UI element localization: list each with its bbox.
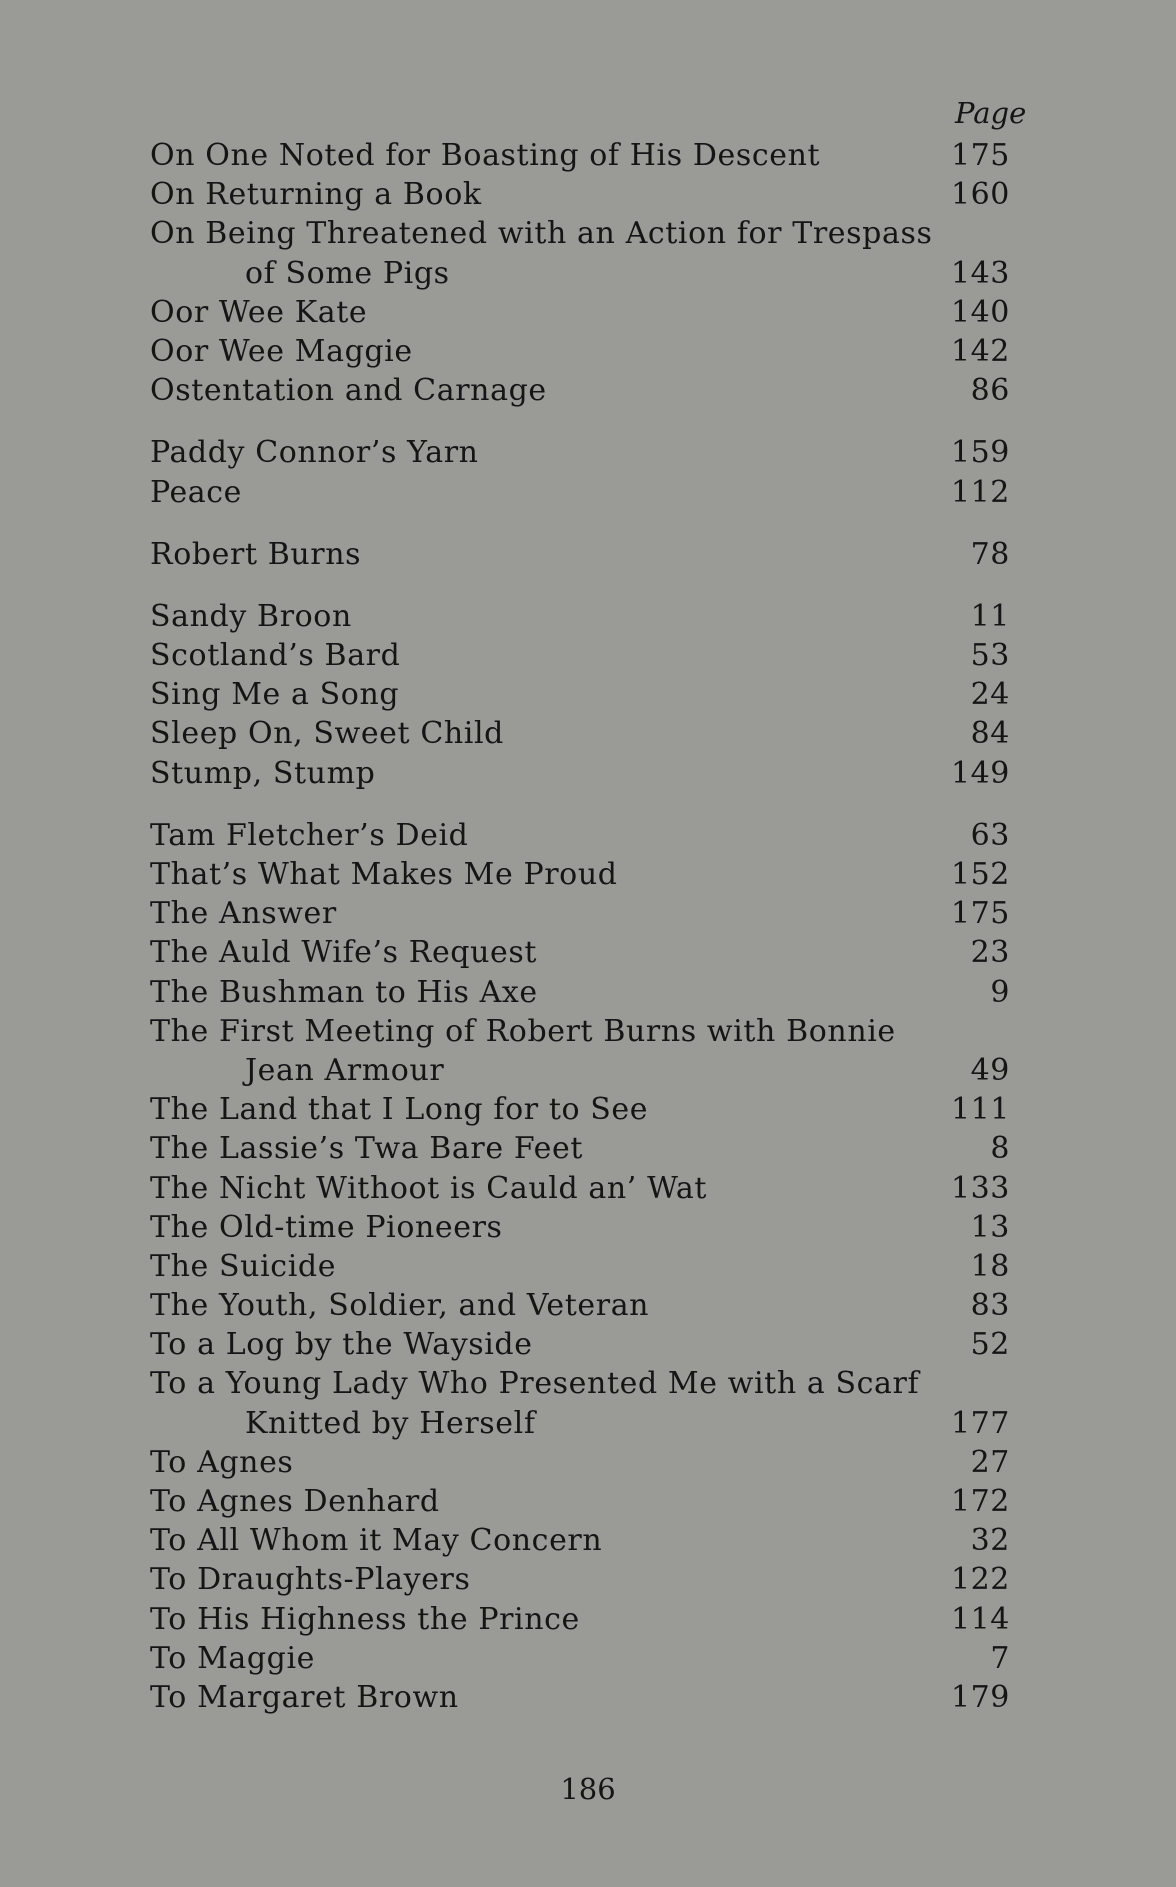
toc-entry-title: Jean Armour bbox=[245, 1052, 445, 1088]
toc-entry-title: Sandy Broon bbox=[150, 598, 352, 634]
toc-entry bbox=[150, 1445, 1010, 1484]
toc-entry-title: Robert Burns bbox=[150, 536, 362, 572]
toc-entry bbox=[150, 138, 1010, 177]
toc-entry bbox=[150, 1131, 1010, 1170]
toc-entry-title: Oor Wee Kate bbox=[150, 294, 368, 330]
toc-entry-page: 133 bbox=[950, 1170, 1010, 1206]
toc-entry-title: Sing Me a Song bbox=[150, 677, 400, 713]
toc-entry-page: 149 bbox=[950, 755, 1010, 791]
toc-entry bbox=[150, 1523, 1010, 1562]
toc-entry-title: On Returning a Book bbox=[150, 177, 482, 213]
toc-entry-title: Paddy Connor’s Yarn bbox=[150, 435, 479, 471]
toc-entry-title: Ostentation and Carnage bbox=[150, 373, 547, 409]
toc-entry-page: 52 bbox=[970, 1327, 1010, 1363]
toc-entry-title: The Auld Wife’s Request bbox=[150, 935, 538, 971]
toc-entry-title: The Youth, Soldier, and Veteran bbox=[150, 1288, 650, 1324]
toc-entry bbox=[150, 1406, 1010, 1445]
section-gap bbox=[150, 412, 1010, 435]
toc-entry bbox=[150, 935, 1010, 974]
toc-entry-title: The Suicide bbox=[150, 1248, 337, 1284]
toc-entry-page: 24 bbox=[970, 677, 1010, 713]
toc-entry-page: 142 bbox=[950, 333, 1010, 369]
toc-entry bbox=[150, 1562, 1010, 1601]
toc-entry bbox=[150, 716, 1010, 755]
toc-entry bbox=[150, 334, 1010, 373]
toc-entry bbox=[150, 1288, 1010, 1327]
toc-entry-page: 172 bbox=[950, 1484, 1010, 1519]
toc-entry-title: The First Meeting of Robert Burns with Bonnie bbox=[150, 1013, 896, 1049]
toc-entry-title: On One Noted for Boasting of His Descent bbox=[150, 138, 821, 173]
toc-entry-page: 49 bbox=[970, 1052, 1010, 1088]
toc-entry bbox=[150, 1210, 1010, 1249]
toc-entry-title: Peace bbox=[150, 474, 243, 510]
toc-entry-page: 122 bbox=[950, 1562, 1010, 1598]
toc-entry-page: 111 bbox=[950, 1092, 1010, 1128]
toc-entry bbox=[150, 1171, 1010, 1210]
toc-entry-page: 8 bbox=[990, 1131, 1010, 1167]
toc-entry-page: 177 bbox=[950, 1405, 1010, 1441]
toc-entry bbox=[150, 216, 1010, 255]
toc-entry bbox=[150, 896, 1010, 935]
section-gap bbox=[150, 514, 1010, 537]
toc-entry-title: Stump, Stump bbox=[150, 755, 376, 791]
toc-entry-page: 175 bbox=[950, 138, 1010, 173]
toc-entry-page: 159 bbox=[950, 435, 1010, 471]
toc-entry-title: Knitted by Herself bbox=[245, 1405, 536, 1441]
toc-entry-page: 140 bbox=[950, 294, 1010, 330]
toc-entry-page: 23 bbox=[970, 935, 1010, 971]
toc-entry-page: 53 bbox=[970, 638, 1010, 674]
toc-entry-page: 13 bbox=[970, 1209, 1010, 1245]
toc-entry-title: The Old-time Pioneers bbox=[150, 1209, 503, 1245]
toc-entry-page: 27 bbox=[970, 1444, 1010, 1480]
toc-entry bbox=[150, 295, 1010, 334]
toc-entry bbox=[150, 1014, 1010, 1053]
toc-entry-page: 112 bbox=[950, 474, 1010, 510]
toc-entry bbox=[150, 599, 1010, 638]
toc-entry-page: 114 bbox=[950, 1601, 1010, 1637]
toc-entry-title: The Bushman to His Axe bbox=[150, 974, 538, 1010]
toc-entry-title: The Nicht Withoot is Cauld an’ Wat bbox=[150, 1170, 708, 1206]
page-number: 186 bbox=[560, 1772, 616, 1806]
section-gap bbox=[150, 795, 1010, 818]
toc-entry bbox=[150, 373, 1010, 412]
toc-entry bbox=[150, 435, 1010, 474]
toc-entry-page: 143 bbox=[950, 255, 1010, 291]
toc-entry bbox=[150, 256, 1010, 295]
toc-entry-title: The Lassie’s Twa Bare Feet bbox=[150, 1131, 583, 1167]
section-gap bbox=[150, 576, 1010, 599]
toc-entry-title: Scotland’s Bard bbox=[150, 638, 401, 674]
toc-entry-title: On Being Threatened with an Action for Trespass bbox=[150, 216, 933, 252]
toc-entry bbox=[150, 475, 1010, 514]
toc-entry-page: 18 bbox=[970, 1248, 1010, 1284]
toc-entry bbox=[150, 1053, 1010, 1092]
toc-entry-title: To Agnes bbox=[150, 1444, 294, 1480]
toc-entry-title: Sleep On, Sweet Child bbox=[150, 716, 504, 752]
toc-entry-title: Tam Fletcher’s Deid bbox=[150, 817, 469, 853]
toc-entry bbox=[150, 638, 1010, 677]
toc-entry bbox=[150, 1680, 1010, 1719]
toc-entry-title: The Land that I Long for to See bbox=[150, 1092, 649, 1128]
toc-entry-page: 9 bbox=[990, 974, 1010, 1010]
toc-entry-title: To Agnes Denhard bbox=[150, 1484, 440, 1519]
toc-entry-title: To a Log by the Wayside bbox=[150, 1327, 533, 1363]
toc-entry-page: 152 bbox=[950, 857, 1010, 892]
toc-entry-title: The Answer bbox=[150, 896, 337, 932]
toc-entry bbox=[150, 857, 1010, 896]
toc-entry bbox=[150, 1092, 1010, 1131]
toc-entry bbox=[150, 1484, 1010, 1523]
toc-entry bbox=[150, 537, 1010, 576]
toc-entry bbox=[150, 975, 1010, 1014]
toc-entry-page: 7 bbox=[990, 1640, 1010, 1676]
toc-entry-title: To All Whom it May Concern bbox=[150, 1523, 603, 1559]
toc-entry-title: To Maggie bbox=[150, 1640, 316, 1676]
toc-entry-title: Oor Wee Maggie bbox=[150, 333, 413, 369]
page-column-header: Page bbox=[955, 96, 1027, 130]
toc-entry-title: To Margaret Brown bbox=[150, 1679, 459, 1715]
toc-entry-page: 160 bbox=[950, 177, 1010, 213]
toc-entry bbox=[150, 1366, 1010, 1405]
toc-entry bbox=[150, 1327, 1010, 1366]
toc-entry bbox=[150, 1249, 1010, 1288]
toc-entry-page: 83 bbox=[970, 1288, 1010, 1324]
toc-entry-page: 32 bbox=[970, 1523, 1010, 1559]
toc-entry-title: To His Highness the Prince bbox=[150, 1601, 580, 1637]
toc-entry-page: 179 bbox=[950, 1679, 1010, 1715]
toc-entry bbox=[150, 1641, 1010, 1680]
toc-entry-title: To Draughts-Players bbox=[150, 1562, 471, 1598]
toc-entry-page: 175 bbox=[950, 896, 1010, 932]
toc-entry-page: 78 bbox=[970, 536, 1010, 572]
toc-entry-page: 84 bbox=[970, 716, 1010, 752]
toc-entry bbox=[150, 677, 1010, 716]
toc-entry bbox=[150, 1602, 1010, 1641]
toc-entry bbox=[150, 756, 1010, 795]
toc-entry bbox=[150, 818, 1010, 857]
toc-entry-page: 86 bbox=[970, 373, 1010, 409]
toc-entry bbox=[150, 177, 1010, 216]
toc-entry-title: To a Young Lady Who Presented Me with a Scarf bbox=[150, 1366, 920, 1402]
toc-entry-title: of Some Pigs bbox=[245, 255, 450, 291]
table-of-contents bbox=[150, 138, 1010, 1719]
toc-entry-title: That’s What Makes Me Proud bbox=[150, 857, 618, 892]
toc-entry-page: 63 bbox=[970, 817, 1010, 853]
toc-entry-page: 11 bbox=[970, 598, 1010, 634]
